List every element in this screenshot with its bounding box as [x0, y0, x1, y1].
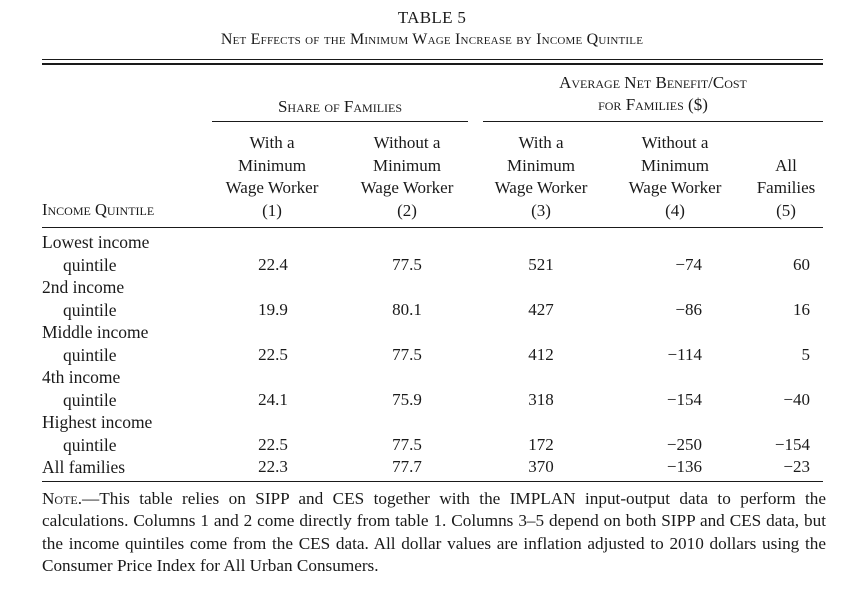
cell-col3: 412 [528, 345, 554, 364]
column-header-1 [212, 132, 332, 222]
row-label: All families [42, 457, 126, 477]
group-header-line: for Families ($) [598, 95, 708, 114]
cell-col3: 318 [528, 390, 554, 409]
cell-col1: 22.4 [258, 255, 288, 274]
top-rule-thick [42, 63, 823, 65]
cell-col5: 60 [793, 255, 810, 274]
row-label-line: quintile [63, 389, 117, 410]
row-label-line: Middle income [42, 322, 149, 342]
table-note [42, 488, 826, 577]
cell-col4: −74 [675, 255, 702, 274]
cell-col2: 77.7 [392, 457, 422, 476]
cell-col1: 24.1 [258, 390, 288, 409]
group-rule-average [483, 121, 823, 122]
column-header-line: All [775, 155, 797, 175]
group-rule-share [212, 121, 468, 122]
row-label [42, 411, 152, 456]
group-header-line: Average Net Benefit/Cost [559, 73, 747, 92]
column-number: (4) [665, 200, 685, 220]
column-header-4 [614, 132, 736, 222]
column-header-line: Minimum [372, 155, 441, 175]
cell-col3: 172 [528, 435, 554, 454]
column-header-line: Wage Worker [494, 178, 588, 197]
row-label-line: Highest income [42, 412, 153, 432]
cell-col1: 22.5 [258, 345, 288, 364]
column-header-line: Wage Worker [628, 178, 722, 197]
column-header-line: Wage Worker [360, 178, 454, 197]
note-text: —This table relies on SIPP and CES together with the IMPLAN input-output data to perform the calculations. Columns 1 and 2 come directly from table 1. Columns 3–5 depend on both SIPP and CES data, but the income quintiles come from the CES data. All dollar values are inflation adjusted to 2010 dollars using the Consumer Price Index for All Urban Consumers. [42, 489, 826, 575]
header-body-rule [42, 227, 823, 228]
cell-col3: 370 [528, 457, 554, 476]
cell-col1: 22.3 [258, 457, 288, 476]
column-header-line: With a [518, 133, 564, 152]
cell-col2: 77.5 [392, 435, 422, 454]
row-label [42, 231, 149, 276]
cell-col4: −86 [675, 300, 702, 319]
column-number: (3) [531, 200, 551, 220]
column-header-5 [744, 132, 828, 222]
group-header-average-net-benefit [483, 72, 823, 116]
row-label-line: 2nd income [42, 277, 125, 297]
row-label-line: quintile [63, 254, 117, 275]
column-header-line: Minimum [640, 155, 709, 175]
row-label-line: quintile [63, 344, 117, 365]
row-label [42, 321, 148, 366]
top-rule-thin [42, 59, 823, 60]
group-header-share-of-families: Share of Families [277, 97, 403, 116]
row-label-line: quintile [63, 299, 117, 320]
row-label-line: 4th income [42, 367, 121, 387]
column-header-3 [481, 132, 601, 222]
cell-col2: 77.5 [392, 345, 422, 364]
row-label [42, 276, 124, 321]
column-header-line: Wage Worker [225, 178, 319, 197]
column-header-line: Minimum [506, 155, 575, 175]
column-header-line: Minimum [237, 155, 306, 175]
table-title: Net Effects of the Minimum Wage Increase by Income Quintile [220, 31, 644, 48]
row-label-line: Lowest income [42, 232, 150, 252]
cell-col4: −250 [666, 435, 702, 454]
column-number: (5) [776, 200, 796, 220]
note-lead: Note. [42, 489, 83, 508]
cell-col1: 22.5 [258, 435, 288, 454]
column-number: (1) [262, 200, 282, 220]
stub-header: Income Quintile [42, 200, 155, 219]
cell-col2: 75.9 [392, 390, 422, 409]
column-header-line: Families [756, 178, 816, 197]
cell-col1: 19.9 [258, 300, 288, 319]
cell-col5: −154 [774, 435, 810, 454]
cell-col3: 427 [528, 300, 554, 319]
cell-col4: −154 [666, 390, 702, 409]
column-header-line [744, 132, 828, 155]
column-header-2 [345, 132, 469, 222]
cell-col5: 16 [793, 300, 810, 319]
cell-col4: −114 [667, 345, 702, 364]
column-number: (2) [397, 200, 417, 220]
bottom-rule [42, 481, 823, 482]
row-label [42, 366, 120, 411]
cell-col2: 77.5 [392, 255, 422, 274]
cell-col5: −40 [783, 390, 810, 409]
table-number: TABLE 5 [397, 8, 467, 27]
row-label-line: quintile [63, 434, 117, 455]
column-header-line: Without a [373, 133, 441, 152]
cell-col5: 5 [801, 345, 810, 364]
cell-col4: −136 [666, 457, 702, 476]
cell-col2: 80.1 [392, 300, 422, 319]
cell-col3: 521 [528, 255, 554, 274]
cell-col5: −23 [783, 457, 810, 476]
column-header-line: With a [249, 133, 295, 152]
column-header-line: Without a [641, 133, 709, 152]
